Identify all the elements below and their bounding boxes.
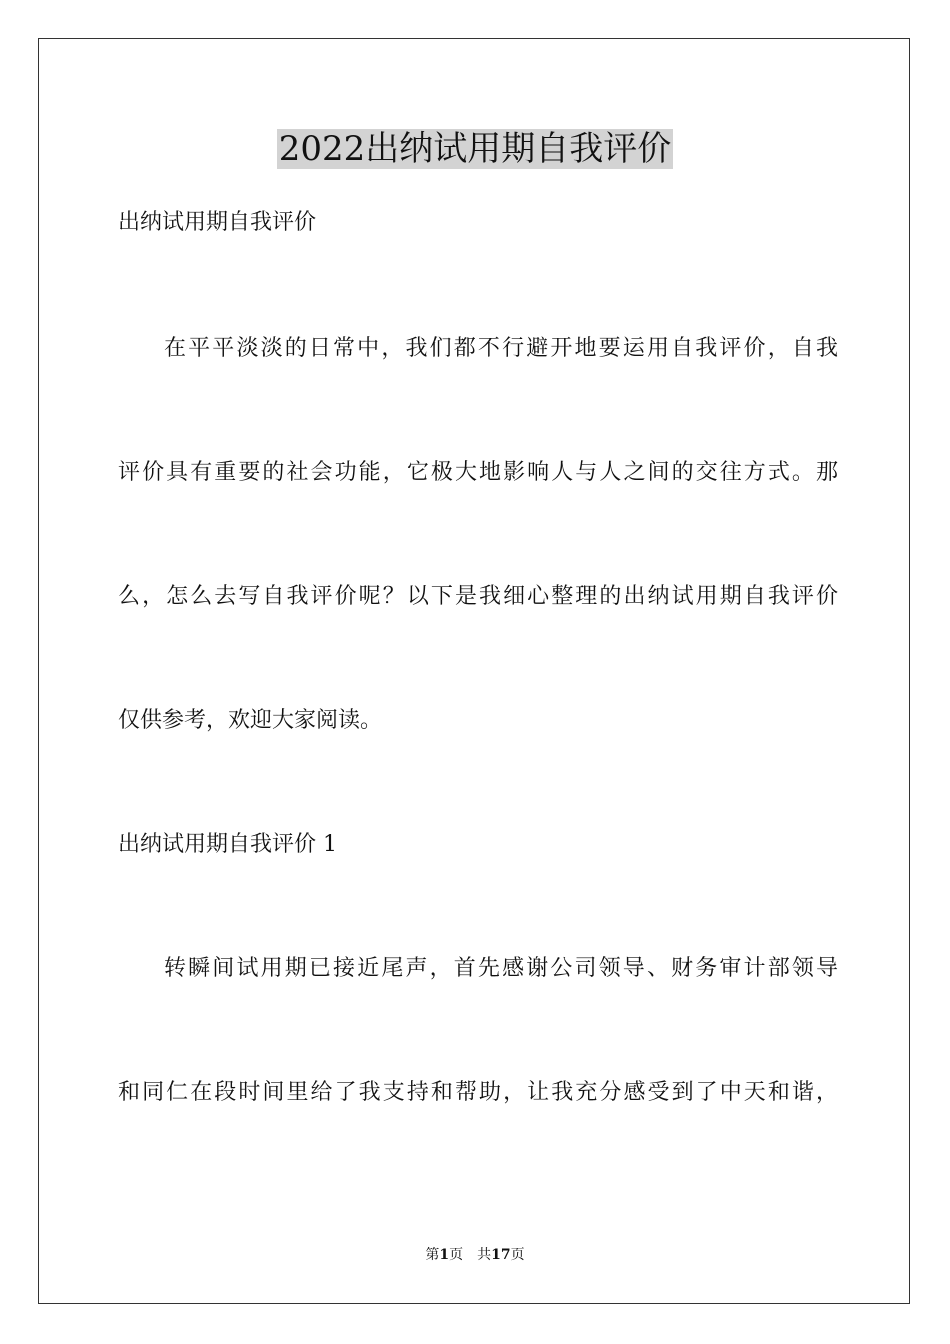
page-prefix: 第 [425,1247,440,1263]
intro-line-3: 么，怎么去写自我评价呢？以下是我细心整理的出纳试用期自我评价 [118,584,838,609]
page-suffix: 页 [449,1247,464,1263]
section-heading: 出纳试用期自我评价 1 [118,832,337,857]
total-prefix: 共 [477,1247,492,1263]
body-line-2: 和同仁在段时间里给了我支持和帮助，让我充分感受到了中天和谐， [118,1080,838,1105]
intro-line-2: 评价具有重要的社会功能，它极大地影响人与人之间的交往方式。那 [118,460,838,485]
total-suffix: 页 [510,1247,525,1263]
document-title-text: 2022出纳试用期自我评价 [278,129,672,169]
total-pages: 17 [491,1247,511,1263]
body-line-1: 转瞬间试用期已接近尾声，首先感谢公司领导、财务审计部领导 [164,956,838,981]
intro-line-1: 在平平淡淡的日常中，我们都不行避开地要运用自我评价，自我 [164,336,838,361]
intro-line-4: 仅供参考，欢迎大家阅读。 [118,708,383,733]
page-footer [0,1245,950,1265]
page-number: 1 [439,1247,450,1263]
document-title [0,125,950,173]
document-subtitle: 出纳试用期自我评价 [118,210,317,235]
